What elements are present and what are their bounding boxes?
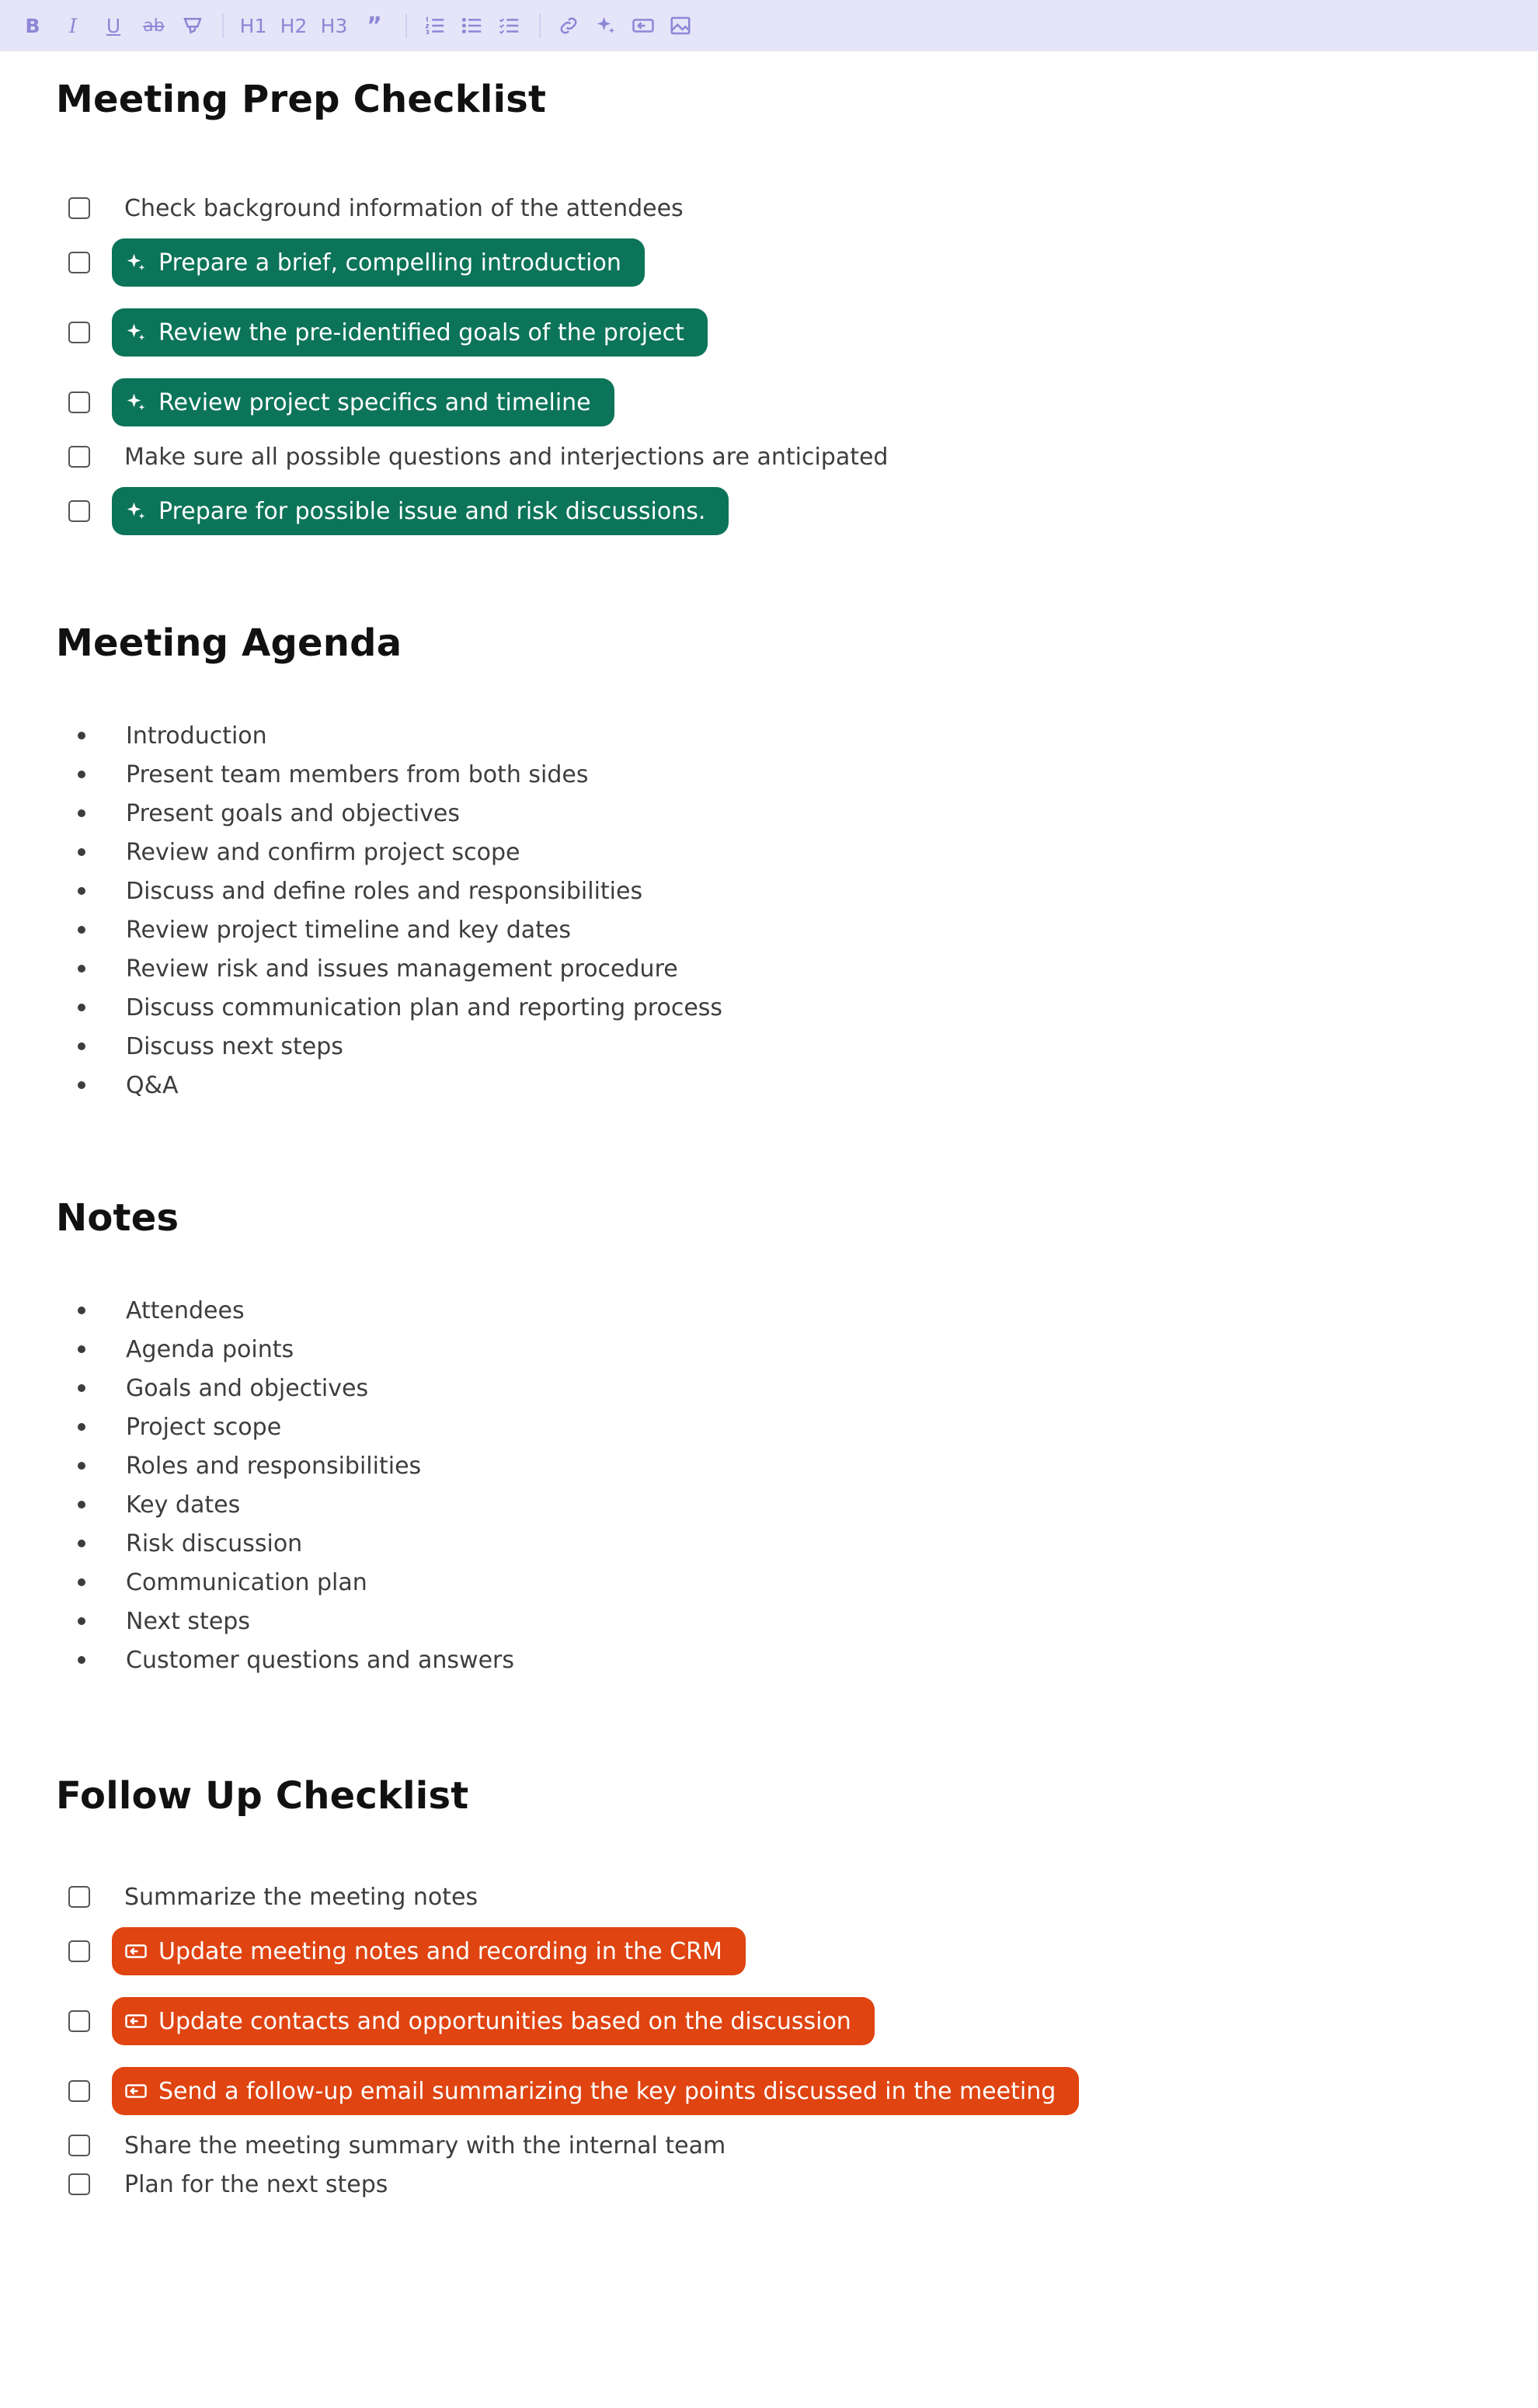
- list-item: [56, 755, 589, 794]
- crm-action-icon: [124, 1940, 148, 1963]
- heading2-button[interactable]: H2: [280, 14, 308, 37]
- checklist-item-text[interactable]: Make sure all possible questions and interjections are anticipated: [124, 443, 889, 471]
- list-item: [56, 1563, 367, 1602]
- bullet-dot: [78, 1578, 85, 1586]
- crm-action-icon: [124, 2010, 148, 2033]
- crm-action-icon[interactable]: [628, 7, 659, 44]
- checkbox[interactable]: [68, 1886, 90, 1908]
- formatting-toolbar: [0, 0, 1538, 51]
- bullet-dot: [78, 1081, 85, 1089]
- checkbox[interactable]: [68, 2135, 90, 2156]
- list-item: [56, 833, 520, 872]
- list-item-text[interactable]: Review and confirm project scope: [126, 838, 520, 866]
- list-item-text[interactable]: Introduction: [126, 722, 267, 750]
- ai-sparkle-icon: [124, 321, 148, 344]
- checklist-item-text[interactable]: Check background information of the attendees: [124, 194, 684, 222]
- list-item-text[interactable]: Project scope: [126, 1413, 282, 1441]
- bullet-dot: [78, 732, 85, 739]
- prep-title: Meeting Prep Checklist: [56, 78, 547, 121]
- ai-sparkle-icon[interactable]: [590, 7, 621, 44]
- checklist-item-text[interactable]: Share the meeting summary with the internal team: [124, 2131, 726, 2159]
- ai-suggestion-pill[interactable]: [112, 487, 729, 535]
- quote-button[interactable]: ”: [367, 12, 382, 40]
- list-item-text[interactable]: Discuss and define roles and responsibilities: [126, 877, 643, 905]
- checklist-item-text[interactable]: Plan for the next steps: [124, 2170, 388, 2198]
- ai-sparkle-icon: [124, 499, 148, 523]
- checkbox[interactable]: [68, 1940, 90, 1962]
- heading3-button[interactable]: H3: [320, 14, 348, 37]
- list-item: [56, 1602, 250, 1641]
- checkbox[interactable]: [68, 2173, 90, 2195]
- checkbox[interactable]: [68, 391, 90, 413]
- link-icon[interactable]: [553, 7, 584, 44]
- followup-checklist-item: [56, 1928, 746, 1975]
- list-item-text[interactable]: Review risk and issues management procedure: [126, 955, 678, 983]
- bullet-dot: [78, 1423, 85, 1431]
- agenda-title: Meeting Agenda: [56, 621, 402, 665]
- checkbox[interactable]: [68, 2080, 90, 2102]
- prep-checklist-item: [56, 379, 614, 426]
- list-item-text[interactable]: Key dates: [126, 1491, 241, 1519]
- crm-action-pill[interactable]: [112, 1927, 746, 1975]
- list-item-text[interactable]: Roles and responsibilities: [126, 1452, 422, 1480]
- checkbox[interactable]: [68, 197, 90, 219]
- list-item-text[interactable]: Discuss next steps: [126, 1032, 343, 1060]
- bullet-dot: [78, 1540, 85, 1547]
- bullet-dot: [78, 1384, 85, 1392]
- ai-sparkle-icon: [124, 251, 148, 274]
- list-item: [56, 949, 678, 988]
- toolbar-divider: [405, 13, 407, 38]
- heading1-button[interactable]: H1: [239, 14, 267, 37]
- bullet-dot: [78, 771, 85, 778]
- prep-checklist-item: [56, 185, 684, 231]
- pill-text: Update meeting notes and recording in the CRM: [158, 1937, 722, 1965]
- pill-text: Prepare for possible issue and risk discussions.: [158, 497, 706, 525]
- list-item-text[interactable]: Customer questions and answers: [126, 1646, 514, 1674]
- ai-suggestion-pill[interactable]: [112, 308, 708, 357]
- list-item: [56, 910, 571, 949]
- followup-checklist-item: [56, 1874, 478, 1920]
- bullet-dot: [78, 1656, 85, 1664]
- followup-checklist-item: [56, 1998, 875, 2044]
- pill-text: Prepare a brief, compelling introduction: [158, 249, 621, 277]
- toolbar-divider: [222, 13, 224, 38]
- list-item: [56, 1485, 240, 1524]
- prep-checklist-item: [56, 433, 888, 480]
- list-item: [56, 1524, 302, 1563]
- checkbox[interactable]: [68, 2010, 90, 2032]
- ai-suggestion-pill[interactable]: [112, 378, 614, 426]
- list-item: [56, 1369, 368, 1408]
- list-item: [56, 1066, 179, 1105]
- crm-action-icon: [124, 2079, 148, 2103]
- followup-title: Follow Up Checklist: [56, 1774, 469, 1818]
- list-item-text[interactable]: Risk discussion: [126, 1529, 303, 1557]
- followup-checklist-item: [56, 2161, 388, 2208]
- bullet-dot: [78, 926, 85, 934]
- pill-text: Send a follow-up email summarizing the key points discussed in the meeting: [158, 2077, 1056, 2105]
- bullet-dot: [78, 965, 85, 973]
- bullet-dot: [78, 809, 85, 817]
- crm-action-pill[interactable]: [112, 2067, 1079, 2115]
- list-item: [56, 794, 460, 833]
- list-item-text[interactable]: Discuss communication plan and reporting process: [126, 993, 723, 1021]
- prep-section: [56, 78, 1501, 525]
- prep-checklist-item: [56, 309, 708, 356]
- agenda-section: [56, 621, 1501, 1099]
- list-item: [56, 716, 267, 755]
- notes-section: [56, 1196, 1501, 1674]
- list-item: [56, 1291, 245, 1330]
- check-list-icon[interactable]: [494, 7, 525, 44]
- checkbox[interactable]: [68, 446, 90, 468]
- list-item: [56, 988, 722, 1027]
- list-item-text[interactable]: Communication plan: [126, 1568, 367, 1596]
- checkbox[interactable]: [68, 500, 90, 522]
- bullet-dot: [78, 848, 85, 856]
- pill-text: Review project specifics and timeline: [158, 388, 591, 416]
- italic-button[interactable]: I: [69, 14, 77, 37]
- notes-title: Notes: [56, 1196, 179, 1240]
- checkbox[interactable]: [68, 322, 90, 343]
- followup-section: [56, 1774, 1501, 2198]
- strikethrough-button[interactable]: ab: [143, 16, 165, 36]
- list-item-text[interactable]: Present team members from both sides: [126, 760, 589, 788]
- list-item-text[interactable]: Review project timeline and key dates: [126, 916, 571, 944]
- list-item-text[interactable]: Agenda points: [126, 1335, 294, 1363]
- highlight-icon[interactable]: [177, 7, 208, 44]
- prep-checklist-item: [56, 488, 729, 534]
- checkbox[interactable]: [68, 252, 90, 273]
- list-item: [56, 1408, 281, 1446]
- image-icon[interactable]: [665, 7, 696, 44]
- followup-checklist-item: [56, 2068, 1079, 2114]
- bullet-dot: [78, 1307, 85, 1314]
- bullet-dot: [78, 1042, 85, 1050]
- list-item-text[interactable]: Goals and objectives: [126, 1374, 369, 1402]
- list-item-text[interactable]: Present goals and objectives: [126, 799, 460, 827]
- bullet-dot: [78, 887, 85, 895]
- list-item: [56, 872, 642, 910]
- list-item: [56, 1641, 514, 1679]
- bullet-dot: [78, 1462, 85, 1470]
- ai-suggestion-pill[interactable]: [112, 238, 645, 287]
- crm-action-pill[interactable]: [112, 1997, 875, 2045]
- list-item: [56, 1446, 421, 1485]
- pill-text: Review the pre-identified goals of the project: [158, 318, 684, 346]
- ai-sparkle-icon: [124, 391, 148, 414]
- list-item: [56, 1027, 343, 1066]
- prep-checklist-item: [56, 239, 645, 286]
- pill-text: Update contacts and opportunities based on the discussion: [158, 2007, 851, 2035]
- list-item: [56, 1330, 294, 1369]
- ordered-list-icon[interactable]: [419, 7, 451, 44]
- bullet-dot: [78, 1617, 85, 1625]
- list-item-text[interactable]: Q&A: [126, 1071, 179, 1099]
- bullet-dot: [78, 1004, 85, 1011]
- bullet-dot: [78, 1501, 85, 1508]
- bullet-dot: [78, 1345, 85, 1353]
- bullet-list-icon[interactable]: [457, 7, 488, 44]
- bold-button[interactable]: B: [25, 14, 40, 37]
- list-item-text[interactable]: Next steps: [126, 1607, 250, 1635]
- toolbar-divider: [539, 13, 541, 38]
- list-item-text[interactable]: Attendees: [126, 1296, 245, 1324]
- underline-button[interactable]: U: [106, 14, 121, 37]
- checklist-item-text[interactable]: Summarize the meeting notes: [124, 1883, 478, 1911]
